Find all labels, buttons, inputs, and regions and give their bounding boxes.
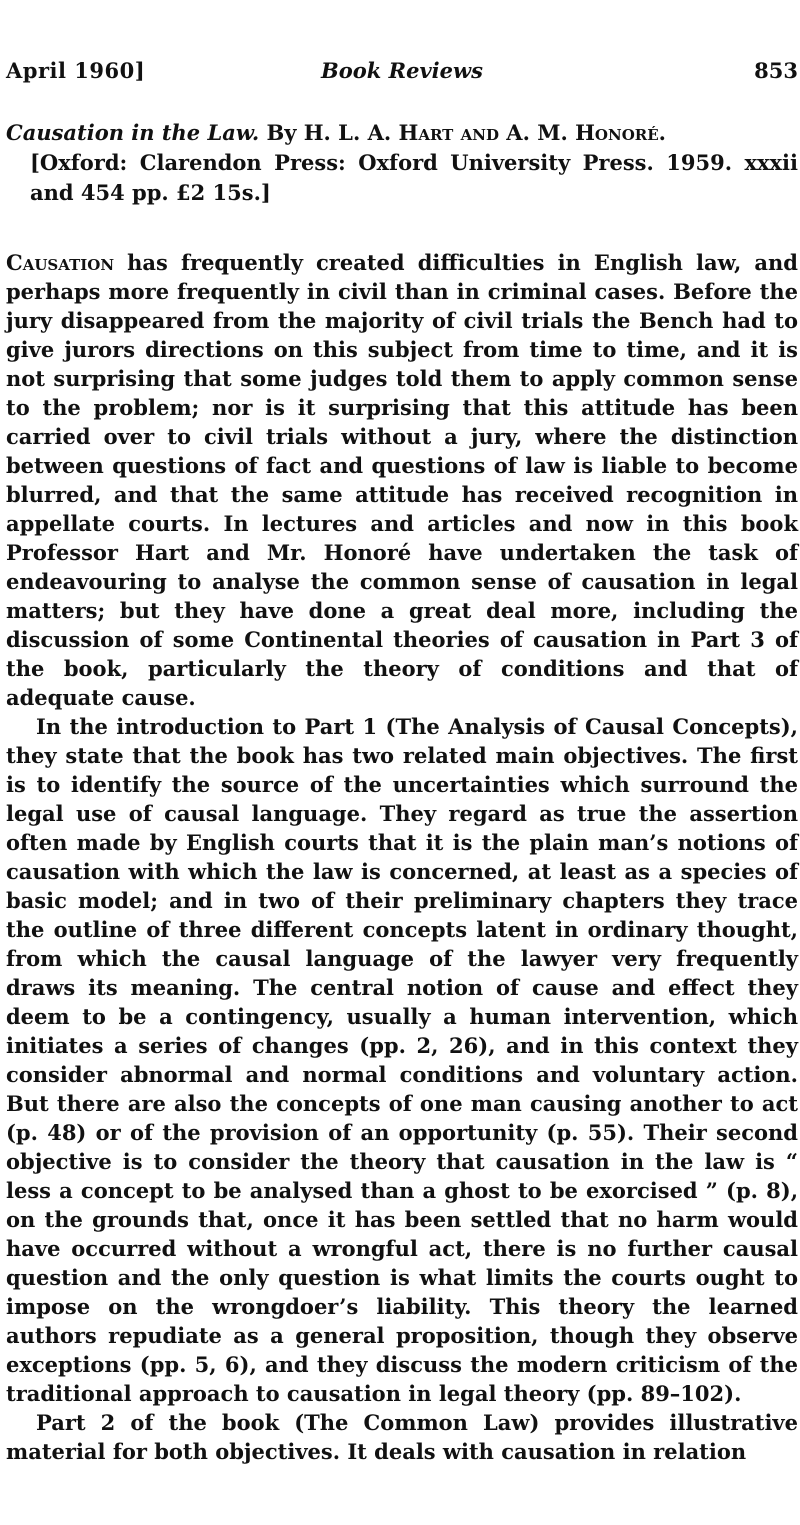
book-title: Causation in the Law. — [6, 120, 260, 145]
book-page — [6, 0, 798, 1525]
book-citation — [6, 118, 798, 208]
paragraph-1 — [6, 248, 798, 712]
review-body — [6, 248, 798, 1466]
page-number: 853 — [754, 58, 798, 83]
running-head-section: Book Reviews — [321, 58, 483, 83]
running-head-date: April 1960] — [6, 58, 146, 83]
paragraph-2: In the introduction to Part 1 (The Analysis of Causal Concepts), they state that the book has two related main objectives. The first is to identify the source of the uncertainties which surround the legal use of causal language. They regard as true the assertion often made by English courts that it is the plain man’s notions of causation with which the law is concerned, at least as a species of basic model; and in two of their preliminary chapters they trace the outline of three different concepts latent in ordinary thought, from which the causal language of the lawyer very frequently draws its meaning. The central notion of cause and effect they deem to be a contingency, usually a human intervention, which initiates a series of changes (pp. 2, 26), and in this context they consider abnormal and normal conditions and voluntary action. But there are also the concepts of one man causing another to act (p. 48) or of the provision of an opportunity (p. 55). Their second objective is to consider the theory that causation in the law is “ less a concept to be analysed than a ghost to be exorcised ” (p. 8), on the grounds that, once it has been settled that no harm would have occurred without a wrongful act, there is no further causal question and the only question is what limits the courts ought to impose on the wrongdoer’s liability. This theory the learned authors repudiate as a general proposition, though they observe exceptions (pp. 5, 6), and they discuss the modern criticism of the traditional approach to causation in legal theory (pp. 89–102). — [6, 714, 798, 1406]
paragraph-1-text: has frequently created difficulties in English law, and perhaps more frequently in civil than in criminal cases. Before the jury disappeared from the majority of civil trials the Bench had to give jurors directions on this subject from time to time, and it is not surprising that some judges told them to apply common sense to the problem; nor is it surprising that this attitude has been carried over to civil trials without a jury, where the distinction between questions of fact and questions of law is liable to become blurred, and that the same attitude has received recognition in appellate courts. In lectures and articles and now in this book Professor Hart and Mr. Honoré have undertaken the task of endeavouring to analyse the common sense of causation in legal matters; but they have done a great deal more, including the discussion of some Continental theories of causation in Part 3 of the book, particularly the theory of conditions and that of adequate cause. — [6, 250, 798, 710]
publication-details: [Oxford: Clarendon Press: Oxford University Press. 1959. xxxii and 454 pp. £2 15s.] — [30, 150, 798, 205]
running-head — [6, 58, 798, 88]
paragraph-1-lead: Causation — [6, 250, 115, 275]
citation-title-line — [6, 118, 798, 148]
citation-by: By — [266, 120, 297, 145]
paragraph-3: Part 2 of the book (The Common Law) provides illustrative material for both objectives. It deals with causation in relation — [6, 1410, 798, 1464]
book-authors: H. L. A. Hart and A. M. Honoré. — [303, 120, 666, 145]
